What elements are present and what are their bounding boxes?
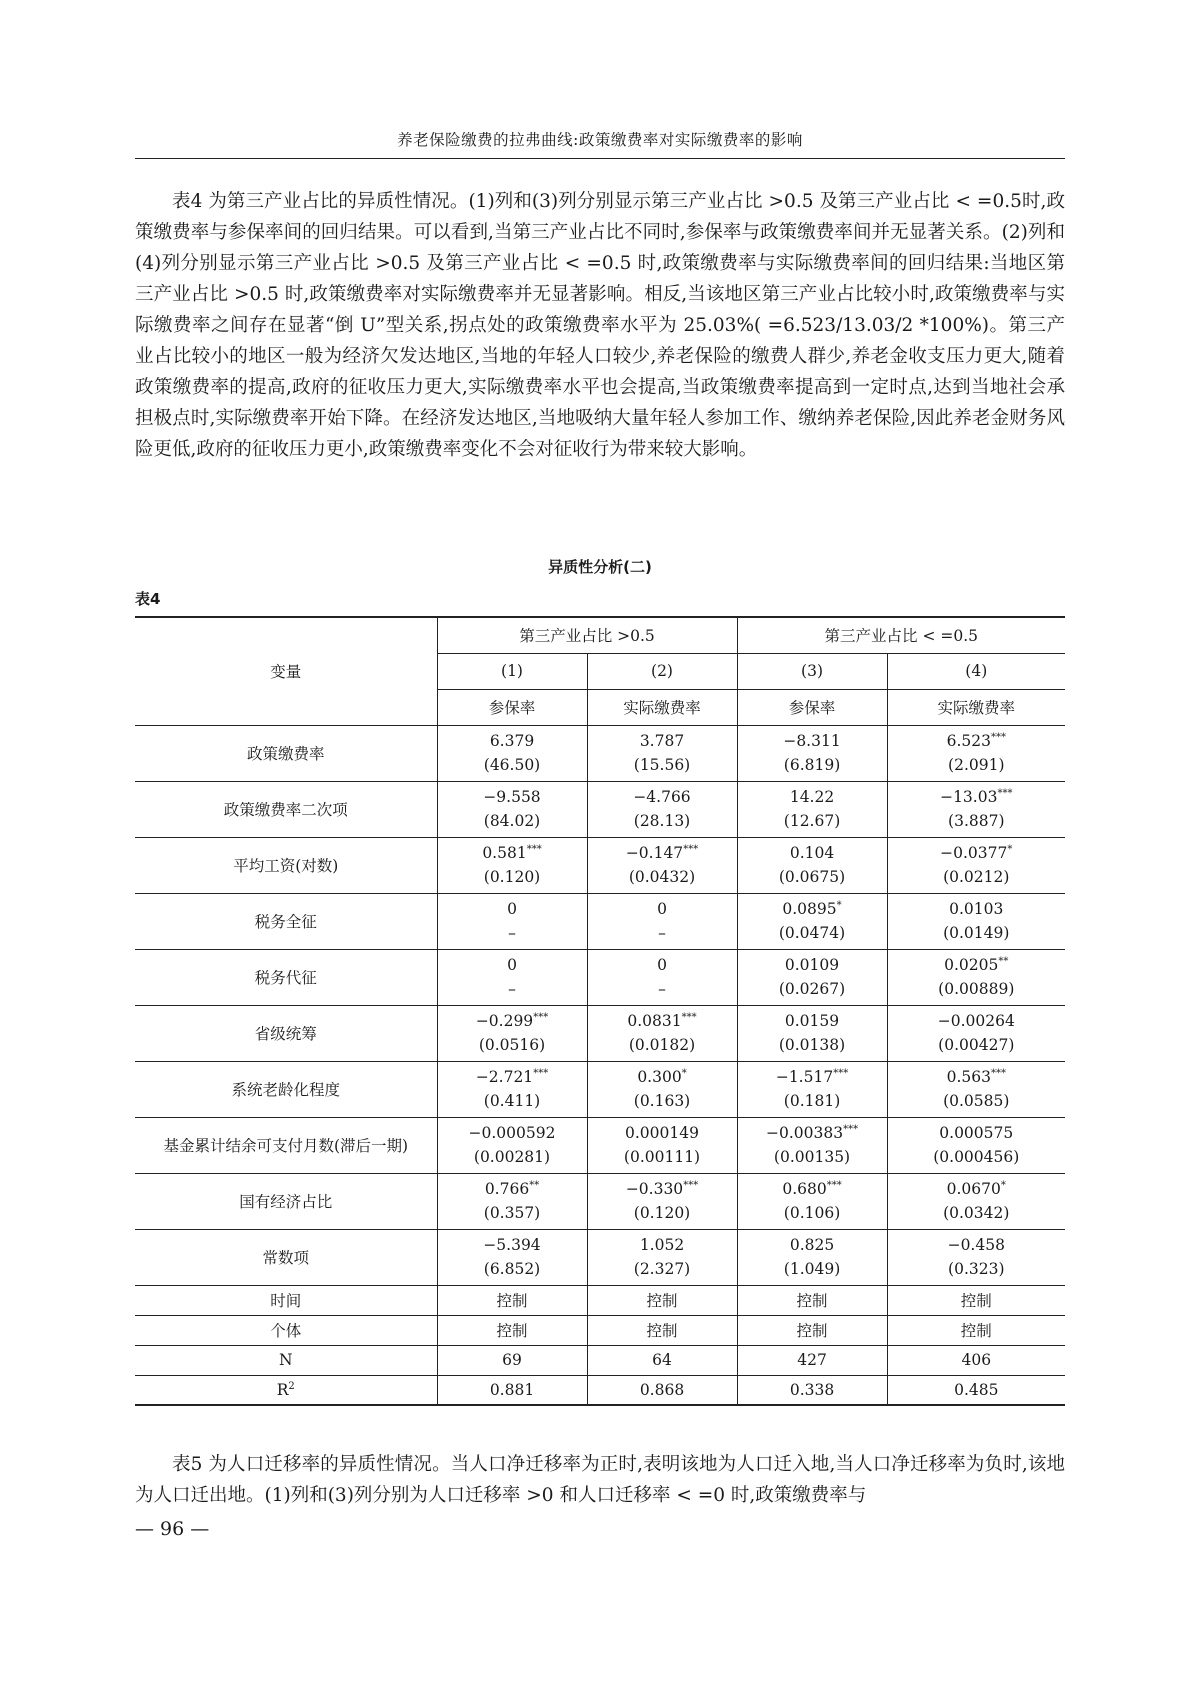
estimate-cell <box>437 1229 587 1285</box>
row-label: N <box>135 1345 437 1375</box>
estimate-cell <box>737 1005 887 1061</box>
coefficient: −4.766 <box>633 788 691 806</box>
row-label: 税务代征 <box>135 949 437 1005</box>
running-header: 养老保险缴费的拉弗曲线:政策缴费率对实际缴费率的影响 <box>397 131 803 149</box>
table-row <box>135 837 1065 893</box>
table-cell: 0.868 <box>587 1375 737 1405</box>
table-cell: 406 <box>887 1345 1065 1375</box>
coefficient: −9.558 <box>483 788 541 806</box>
row-label: 省级统筹 <box>135 1005 437 1061</box>
row-label <box>135 1375 437 1405</box>
coefficient-line <box>438 1121 587 1145</box>
coefficient: −0.458 <box>947 1236 1005 1254</box>
column-name: 实际缴费率 <box>887 689 1065 725</box>
estimate-cell <box>887 781 1065 837</box>
estimate-cell <box>737 1173 887 1229</box>
significance-stars: *** <box>833 1067 849 1079</box>
coefficient-line <box>888 1121 1066 1145</box>
standard-error: – <box>658 924 666 942</box>
column-name: 参保率 <box>737 689 887 725</box>
standard-error: (15.56) <box>633 756 691 774</box>
coefficient-line <box>738 1121 887 1145</box>
coefficient-line <box>438 785 587 809</box>
estimate-cell <box>587 1117 737 1173</box>
significance-stars: *** <box>526 843 542 855</box>
coefficient: −0.0377 <box>940 844 1008 862</box>
standard-error: (0.0675) <box>778 868 846 886</box>
coefficient-line <box>738 1009 887 1033</box>
table-cell: 控制 <box>437 1315 587 1345</box>
coefficient: 0.0103 <box>949 900 1004 918</box>
coefficient-line <box>438 953 587 977</box>
estimate-cell <box>587 725 737 781</box>
table-row <box>135 1285 1065 1315</box>
column-name: 参保率 <box>437 689 587 725</box>
standard-error: (0.0516) <box>478 1036 546 1054</box>
coefficient-line <box>738 1065 887 1089</box>
estimate-cell <box>737 949 887 1005</box>
column-name: 实际缴费率 <box>587 689 737 725</box>
coefficient: −0.000592 <box>468 1124 556 1142</box>
estimate-cell <box>437 837 587 893</box>
standard-error: (12.67) <box>783 812 841 830</box>
coefficient-line <box>738 897 887 921</box>
coefficient: 3.787 <box>639 732 685 750</box>
table-cell: 0.881 <box>437 1375 587 1405</box>
standard-error: (0.00135) <box>773 1148 851 1166</box>
table-title: 异质性分析(二) <box>548 558 652 576</box>
table-cell: 控制 <box>587 1315 737 1345</box>
coefficient-line <box>738 1233 887 1257</box>
estimate-cell <box>437 1005 587 1061</box>
row-label: 常数项 <box>135 1229 437 1285</box>
coefficient-line <box>588 729 737 753</box>
coefficient-line <box>888 953 1066 977</box>
standard-error: (0.181) <box>783 1092 841 1110</box>
superscript: 2 <box>288 1380 295 1392</box>
coefficient-line <box>588 953 737 977</box>
column-number: (1) <box>437 653 587 689</box>
standard-error: (0.000456) <box>933 1148 1020 1166</box>
standard-error: – <box>508 924 516 942</box>
significance-stars: *** <box>997 787 1013 799</box>
table-cell: 控制 <box>737 1315 887 1345</box>
standard-error: (0.120) <box>633 1204 691 1222</box>
coefficient-line <box>588 1177 737 1201</box>
estimate-cell <box>887 1117 1065 1173</box>
table-row <box>135 1375 1065 1405</box>
standard-error: (0.0212) <box>943 868 1010 886</box>
coefficient-line <box>738 1177 887 1201</box>
standard-error: (84.02) <box>483 812 541 830</box>
significance-stars: ** <box>529 1179 540 1191</box>
coefficient-line <box>888 1177 1066 1201</box>
standard-error: (0.00281) <box>473 1148 551 1166</box>
estimate-cell <box>437 1173 587 1229</box>
standard-error: (0.323) <box>948 1260 1005 1278</box>
coefficient: −0.330 <box>625 1180 684 1198</box>
coefficient: 0.0159 <box>784 1012 840 1030</box>
standard-error: (0.357) <box>483 1204 541 1222</box>
r-squared-label: R <box>276 1380 289 1399</box>
standard-error: (3.887) <box>948 812 1005 830</box>
standard-error: (0.00889) <box>938 980 1015 998</box>
table-cell: 控制 <box>587 1285 737 1315</box>
coefficient: 0.000575 <box>939 1124 1014 1142</box>
variable-header: 变量 <box>135 617 437 725</box>
standard-error: (0.0149) <box>943 924 1010 942</box>
standard-error: – <box>658 980 666 998</box>
standard-error: – <box>508 980 516 998</box>
significance-stars: *** <box>681 1011 697 1023</box>
estimate-cell <box>587 893 737 949</box>
coefficient-line <box>738 953 887 977</box>
coefficient-line <box>438 1065 587 1089</box>
significance-stars: *** <box>683 1179 699 1191</box>
coefficient: 0 <box>507 956 517 974</box>
coefficient-line <box>438 1233 587 1257</box>
standard-error: (0.0267) <box>778 980 846 998</box>
coefficient-line <box>588 785 737 809</box>
coefficient-line <box>588 841 737 865</box>
standard-error: (6.852) <box>483 1260 541 1278</box>
coefficient-line <box>588 1009 737 1033</box>
table-body <box>135 725 1065 1405</box>
estimate-cell <box>437 725 587 781</box>
group-header: 第三产业占比 >0.5 <box>437 617 737 653</box>
coefficient: 0.680 <box>782 1180 827 1198</box>
coefficient-line <box>438 729 587 753</box>
standard-error: (0.0432) <box>628 868 696 886</box>
row-label: 政策缴费率二次项 <box>135 781 437 837</box>
table-cell: 0.485 <box>887 1375 1065 1405</box>
coefficient: −1.517 <box>775 1068 834 1086</box>
standard-error: (0.0474) <box>778 924 846 942</box>
coefficient: −0.00264 <box>937 1012 1015 1030</box>
estimate-cell <box>587 781 737 837</box>
standard-error: (0.0182) <box>628 1036 696 1054</box>
estimate-cell <box>587 1061 737 1117</box>
significance-stars: * <box>681 1067 687 1079</box>
estimate-cell <box>887 893 1065 949</box>
estimate-cell <box>887 837 1065 893</box>
coefficient-line <box>588 1121 737 1145</box>
coefficient-line <box>738 729 887 753</box>
coefficient-line <box>438 1009 587 1033</box>
coefficient: 0.581 <box>482 844 527 862</box>
row-label: 政策缴费率 <box>135 725 437 781</box>
standard-error: (0.0138) <box>778 1036 846 1054</box>
significance-stars: ** <box>998 955 1009 967</box>
coefficient: 0.825 <box>789 1236 835 1254</box>
coefficient: 0.766 <box>484 1180 530 1198</box>
table-cell: 64 <box>587 1345 737 1375</box>
significance-stars: * <box>1000 1179 1006 1191</box>
coefficient-line <box>888 1009 1066 1033</box>
standard-error: (46.50) <box>483 756 541 774</box>
table-row <box>135 1315 1065 1345</box>
coefficient: −5.394 <box>483 1236 541 1254</box>
coefficient-line <box>588 1233 737 1257</box>
column-number: (4) <box>887 653 1065 689</box>
row-label: 时间 <box>135 1285 437 1315</box>
coefficient: −8.311 <box>783 732 841 750</box>
coefficient: −2.721 <box>475 1068 534 1086</box>
standard-error: (0.00427) <box>938 1036 1015 1054</box>
coefficient: −13.03 <box>940 788 998 806</box>
coefficient-line <box>888 897 1066 921</box>
standard-error: (2.327) <box>633 1260 691 1278</box>
row-label: 税务全征 <box>135 893 437 949</box>
estimate-cell <box>587 949 737 1005</box>
standard-error: (0.106) <box>783 1204 841 1222</box>
standard-error: (1.049) <box>783 1260 841 1278</box>
standard-error: (0.0585) <box>943 1092 1010 1110</box>
estimate-cell <box>887 1061 1065 1117</box>
estimate-cell <box>437 781 587 837</box>
estimate-cell <box>737 837 887 893</box>
coefficient: 6.523 <box>946 732 991 750</box>
coefficient-line <box>888 729 1066 753</box>
significance-stars: *** <box>990 731 1006 743</box>
estimate-cell <box>587 1005 737 1061</box>
coefficient: 0.563 <box>946 1068 991 1086</box>
estimate-cell <box>887 725 1065 781</box>
significance-stars: *** <box>826 1179 842 1191</box>
table-row <box>135 1117 1065 1173</box>
coefficient: −0.299 <box>475 1012 534 1030</box>
column-number: (3) <box>737 653 887 689</box>
significance-stars: *** <box>533 1067 549 1079</box>
row-label: 个体 <box>135 1315 437 1345</box>
estimate-cell <box>437 893 587 949</box>
standard-error: (0.120) <box>483 868 541 886</box>
coefficient: 0.0109 <box>784 956 840 974</box>
significance-stars: *** <box>683 843 699 855</box>
significance-stars: * <box>836 899 842 911</box>
header-rule <box>135 158 1065 159</box>
table-row <box>135 781 1065 837</box>
row-label: 系统老龄化程度 <box>135 1061 437 1117</box>
estimate-cell <box>737 725 887 781</box>
standard-error: (28.13) <box>633 812 691 830</box>
coefficient-line <box>888 841 1066 865</box>
estimate-cell <box>887 1229 1065 1285</box>
coefficient: 0.300 <box>637 1068 682 1086</box>
standard-error: (0.163) <box>633 1092 691 1110</box>
standard-error: (6.819) <box>783 756 841 774</box>
paragraph-2: 表5 为人口迁移率的异质性情况。当人口净迁移率为正时,表明该地为人口迁入地,当人口净迁移率为负时,该地为人口迁出地。(1)列和(3)列分别为人口迁移率 >0 和人口迁移率 < =0 时,政策缴费率与 <box>135 1454 1065 1506</box>
coefficient-line <box>438 1177 587 1201</box>
standard-error: (0.0342) <box>943 1204 1010 1222</box>
estimate-cell <box>887 1005 1065 1061</box>
coefficient-line <box>738 841 887 865</box>
paragraph-1: 表4 为第三产业占比的异质性情况。(1)列和(3)列分别显示第三产业占比 >0.5 及第三产业占比 < =0.5时,政策缴费率与参保率间的回归结果。可以看到,当第三产业占比不同时,参保率与政策缴费率间并无显著关系。(2)列和(4)列分别显示第三产业占比 >0.5 及第三产业占比 < =0.5 时,政策缴费率与实际缴费率间的回归结果:当地区第三产业占比 >0.5 时,政策缴费率对实际缴费率并无显著影响。相反,当该地区第三产业占比较小时,政策缴费率与实际缴费率之间存在显著“倒 U”型关系,拐点处的政策缴费率水平为 25.03%( =6.523/13.03/2 *100%)。第三产业占比较小的地区一般为经济欠发达地区,当地的年轻人口较少,养老保险的缴费人群少,养老金收支压力更大,随着政策缴费率的提高,政府的征收压力更大,实际缴费率水平也会提高,当政策缴费率提高到一定时点,达到当地社会承担极点时,实际缴费率开始下降。在经济发达地区,当地吸纳大量年轻人参加工作、缴纳养老保险,因此养老金财务风险更低,政府的征收压力更小,政策缴费率变化不会对征收行为带来较大影响。 <box>135 191 1065 460</box>
table-cell: 控制 <box>737 1285 887 1315</box>
significance-stars: * <box>1007 843 1013 855</box>
coefficient-line <box>888 1233 1066 1257</box>
coefficient: 0.0895 <box>782 900 837 918</box>
significance-stars: *** <box>990 1067 1006 1079</box>
coefficient-line <box>738 785 887 809</box>
table-row <box>135 725 1065 781</box>
table-row <box>135 893 1065 949</box>
significance-stars: *** <box>843 1123 859 1135</box>
standard-error: (0.00111) <box>623 1148 701 1166</box>
column-number: (2) <box>587 653 737 689</box>
table-row <box>135 1173 1065 1229</box>
coefficient: −0.147 <box>625 844 684 862</box>
coefficient: 0 <box>657 956 667 974</box>
page-number: — 96 — <box>135 1518 210 1540</box>
estimate-cell <box>737 1117 887 1173</box>
coefficient: 0 <box>657 900 667 918</box>
row-label: 国有经济占比 <box>135 1173 437 1229</box>
coefficient-line <box>438 897 587 921</box>
estimate-cell <box>737 1061 887 1117</box>
coefficient: 0 <box>507 900 517 918</box>
coefficient-line <box>888 785 1066 809</box>
standard-error: (2.091) <box>948 756 1005 774</box>
estimate-cell <box>887 1173 1065 1229</box>
estimate-cell <box>587 837 737 893</box>
estimate-cell <box>437 1061 587 1117</box>
estimate-cell <box>737 893 887 949</box>
coefficient: 0.000149 <box>625 1124 699 1142</box>
row-label: 基金累计结余可支付月数(滞后一期) <box>135 1117 437 1173</box>
table-cell: 控制 <box>887 1285 1065 1315</box>
table-cell: 427 <box>737 1345 887 1375</box>
estimate-cell <box>437 1117 587 1173</box>
coefficient: −0.00383 <box>765 1124 844 1142</box>
estimate-cell <box>737 781 887 837</box>
table-cell: 69 <box>437 1345 587 1375</box>
estimate-cell <box>437 949 587 1005</box>
estimate-cell <box>737 1229 887 1285</box>
table-label: 表4 <box>135 590 161 608</box>
estimate-cell <box>887 949 1065 1005</box>
table-row <box>135 1061 1065 1117</box>
table-row <box>135 949 1065 1005</box>
coefficient: 14.22 <box>789 788 835 806</box>
estimate-cell <box>587 1173 737 1229</box>
coefficient: 0.0670 <box>946 1180 1001 1198</box>
group-header: 第三产业占比 < =0.5 <box>737 617 1065 653</box>
table-row <box>135 1005 1065 1061</box>
coefficient: 0.0205 <box>944 956 999 974</box>
table-cell: 0.338 <box>737 1375 887 1405</box>
coefficient-line <box>588 897 737 921</box>
coefficient: 0.104 <box>789 844 835 862</box>
table-row <box>135 1345 1065 1375</box>
coefficient: 6.379 <box>489 732 535 750</box>
coefficient: 0.0831 <box>627 1012 682 1030</box>
table-cell: 控制 <box>437 1285 587 1315</box>
coefficient-line <box>438 841 587 865</box>
coefficient: 1.052 <box>639 1236 685 1254</box>
regression-table <box>135 616 1065 1406</box>
standard-error: (0.411) <box>483 1092 541 1110</box>
table-cell: 控制 <box>887 1315 1065 1345</box>
significance-stars: *** <box>533 1011 549 1023</box>
estimate-cell <box>587 1229 737 1285</box>
coefficient-line <box>588 1065 737 1089</box>
coefficient-line <box>888 1065 1066 1089</box>
group-header-row <box>135 617 1065 653</box>
row-label: 平均工资(对数) <box>135 837 437 893</box>
table-row <box>135 1229 1065 1285</box>
